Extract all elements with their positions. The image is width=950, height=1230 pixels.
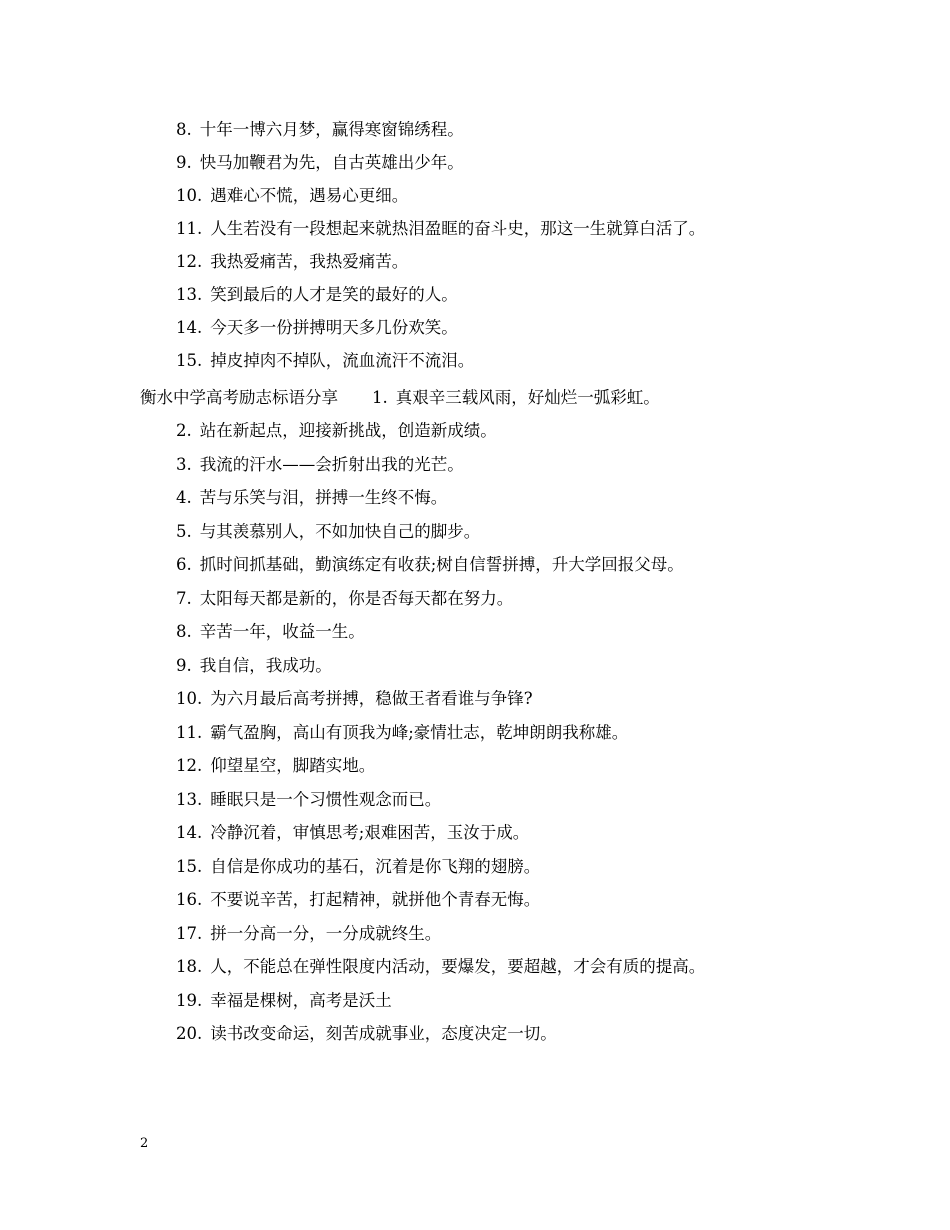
item-text: 仰望星空，脚踏实地。	[210, 756, 376, 775]
list-item	[176, 890, 540, 910]
item-text: 苦与乐笑与泪，拼搏一生终不悔。	[199, 488, 448, 507]
item-number: 9.	[176, 153, 192, 172]
list-item	[176, 421, 497, 441]
item-text: 人，不能总在弹性限度内活动，要爆发，要超越，才会有质的提高。	[210, 957, 706, 976]
item-number: 13.	[176, 285, 203, 304]
list-item	[176, 555, 684, 575]
item-text: 真艰辛三载风雨，好灿烂一弧彩虹。	[395, 388, 660, 407]
list-item	[176, 455, 464, 475]
item-text: 我流的汗水——会折射出我的光芒。	[199, 455, 464, 474]
item-text: 拼一分高一分，一分成就终生。	[210, 924, 442, 943]
item-number: 11.	[176, 219, 203, 238]
item-text: 遇难心不慌，遇易心更细。	[210, 186, 409, 205]
item-number: 6.	[176, 555, 192, 574]
list-item	[176, 522, 480, 542]
item-number: 13.	[176, 790, 203, 809]
list-item	[176, 823, 529, 843]
list-item	[176, 318, 458, 338]
item-text: 站在新起点，迎接新挑战，创造新成绩。	[199, 421, 497, 440]
item-number: 15.	[176, 857, 203, 876]
item-number: 8.	[176, 120, 192, 139]
item-number: 15.	[176, 351, 203, 370]
list-item	[176, 153, 464, 173]
item-text: 霸气盈胸，高山有顶我为峰;豪情壮志，乾坤朗朗我称雄。	[210, 723, 629, 742]
item-text: 掉皮掉肉不掉队，流血流汗不流泪。	[210, 351, 475, 370]
item-number: 2.	[176, 421, 192, 440]
item-text: 睡眠只是一个习惯性观念而已。	[210, 790, 442, 809]
list-item	[176, 1024, 557, 1044]
item-number: 11.	[176, 723, 203, 742]
list-item	[176, 285, 458, 305]
list-item	[176, 589, 513, 609]
item-text: 今天多一份拼搏明天多几份欢笑。	[210, 318, 458, 337]
item-number: 16.	[176, 890, 203, 909]
list-item	[176, 957, 705, 977]
item-text: 辛苦一年，收益一生。	[199, 622, 365, 641]
item-number: 1.	[372, 388, 388, 407]
list-item	[176, 622, 365, 642]
list-item	[176, 252, 408, 272]
item-text: 十年一博六月梦，赢得寒窗锦绣程。	[199, 120, 464, 139]
list-item	[176, 991, 392, 1011]
item-text: 冷静沉着，审慎思考;艰难困苦，玉汝于成。	[210, 823, 530, 842]
item-number: 4.	[176, 488, 192, 507]
item-number: 10.	[176, 186, 203, 205]
item-number: 19.	[176, 991, 203, 1010]
page-number: 2	[140, 1136, 149, 1151]
item-text: 抓时间抓基础，勤演练定有收获;树自信誓拼搏，升大学回报父母。	[199, 555, 684, 574]
item-number: 10.	[176, 689, 203, 708]
item-number: 7.	[176, 589, 192, 608]
item-number: 12.	[176, 756, 203, 775]
item-number: 3.	[176, 455, 192, 474]
item-number: 14.	[176, 318, 203, 337]
list-item	[176, 351, 474, 371]
list-item	[176, 488, 447, 508]
item-text: 我自信，我成功。	[199, 656, 332, 675]
item-text: 人生若没有一段想起来就热泪盈眶的奋斗史，那这一生就算白活了。	[210, 219, 706, 238]
item-text: 快马加鞭君为先，自古英雄出少年。	[199, 153, 464, 172]
list-item	[176, 924, 441, 944]
item-text: 不要说辛苦，打起精神，就拼他个青春无悔。	[210, 890, 541, 909]
item-text: 与其羡慕别人，不如加快自己的脚步。	[199, 522, 481, 541]
item-text: 读书改变命运，刻苦成就事业，态度决定一切。	[210, 1024, 557, 1043]
section-heading	[140, 388, 660, 408]
list-item	[176, 689, 533, 709]
item-text: 为六月最后高考拼搏，稳做王者看谁与争锋?	[210, 689, 533, 708]
item-number: 18.	[176, 957, 203, 976]
item-number: 9.	[176, 656, 192, 675]
section-title: 衡水中学高考励志标语分享	[140, 388, 338, 407]
list-item	[176, 790, 441, 810]
item-number: 20.	[176, 1024, 203, 1043]
item-text: 我热爱痛苦，我热爱痛苦。	[210, 252, 409, 271]
list-item	[176, 723, 628, 743]
item-text: 自信是你成功的基石，沉着是你飞翔的翅膀。	[210, 857, 541, 876]
item-number: 8.	[176, 622, 192, 641]
item-text: 幸福是棵树，高考是沃土	[210, 991, 392, 1010]
item-number: 5.	[176, 522, 192, 541]
item-text: 笑到最后的人才是笑的最好的人。	[210, 285, 458, 304]
item-number: 17.	[176, 924, 203, 943]
list-item	[176, 756, 375, 776]
list-item	[176, 186, 408, 206]
list-item	[176, 857, 540, 877]
item-number: 12.	[176, 252, 203, 271]
item-number: 14.	[176, 823, 203, 842]
list-item	[176, 656, 332, 676]
list-item	[176, 120, 464, 140]
list-item	[176, 219, 705, 239]
item-text: 太阳每天都是新的，你是否每天都在努力。	[199, 589, 514, 608]
